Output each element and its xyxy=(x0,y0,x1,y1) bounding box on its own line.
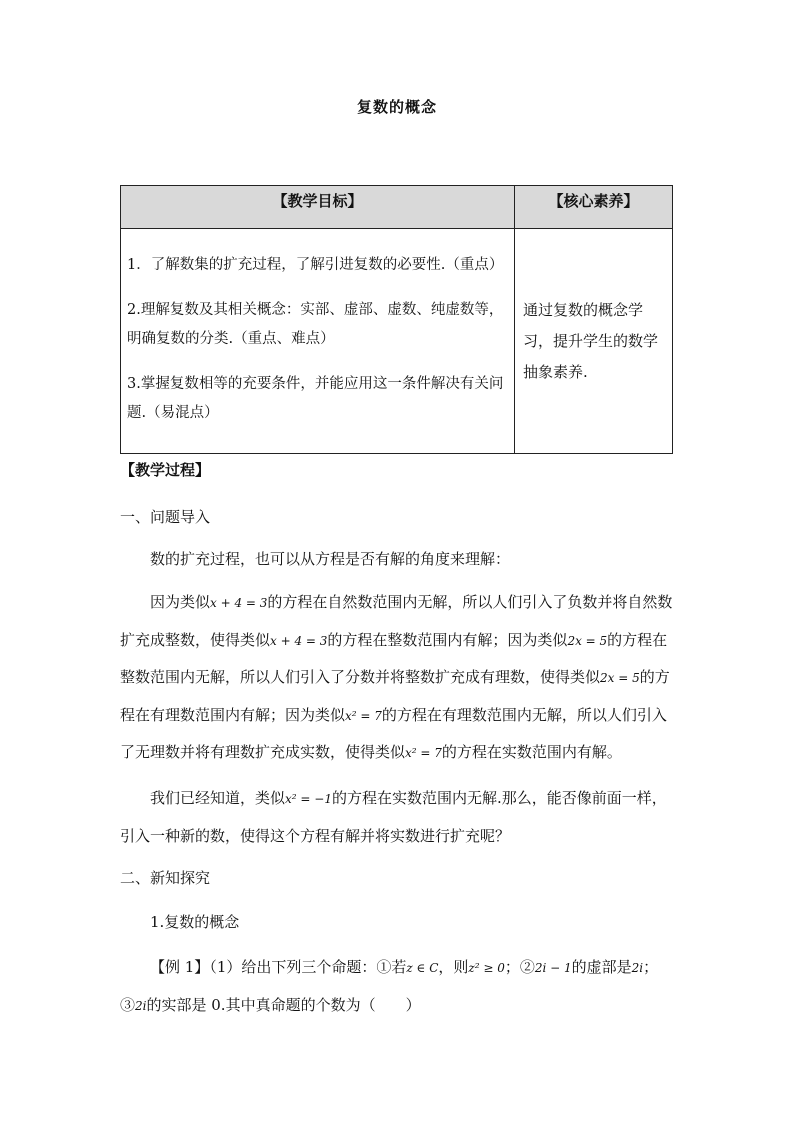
core-literacy-cell: 通过复数的概念学习，提升学生的数学抽象素养. xyxy=(515,229,673,454)
text-run: 的方程在整数范围内有解；因为类似 xyxy=(327,630,568,649)
math-expression: z ∈ C xyxy=(406,961,439,975)
math-expression: x² = 7 xyxy=(345,708,382,723)
text-run: 的方程在整数范围内无解，所以人们引入了分数并将整数扩充成有理数，使得类似 xyxy=(120,630,668,686)
document-title: 复数的概念 xyxy=(356,98,437,116)
teaching-goals-header: 【教学目标】 xyxy=(121,186,515,229)
text-run: 的方程在有理数范围内有解；因为类似 xyxy=(120,668,670,724)
math-expression: 2x = 5 xyxy=(600,671,640,685)
math-expression: x + 4 = 3 xyxy=(210,596,268,610)
text-run: 的方程在自然数范围内无解，所以人们引入了负数并将自然数扩充成整数，使得类似 xyxy=(120,593,673,649)
math-expression: z² ≥ 0 xyxy=(468,961,505,975)
text-run: 的方程在有理数范围内无解，所以人们引入了无理数并将有理数扩充成实数，使得类似 xyxy=(120,705,667,761)
goals-cell xyxy=(121,229,515,454)
text-run: 我们已经知道，类似 xyxy=(150,789,286,807)
text-run: 的方程在实数范围内有解。 xyxy=(441,743,622,761)
goal-item: 2.理解复数及其相关概念：实部、虚部、虚数、纯虚数等，明确复数的分类.（重点、难点） xyxy=(127,301,504,347)
text-run: ，则 xyxy=(438,958,469,976)
math-expression: 2i xyxy=(631,961,644,975)
math-expression: x² = −1 xyxy=(285,792,332,806)
math-expression: 2i xyxy=(135,998,147,1013)
objectives-table xyxy=(120,185,673,454)
example-label: 【例 1】 xyxy=(150,958,210,976)
subsection-heading: 1.复数的概念 xyxy=(150,913,240,931)
goal-item: 3.掌握复数相等的充要条件，并能应用这一条件解决有关问题.（易混点） xyxy=(127,375,504,421)
goal-item: 1．了解数集的扩充过程，了解引进复数的必要性.（重点） xyxy=(127,256,504,273)
text-run: （1）给出下列三个命题：①若 xyxy=(209,958,407,976)
section-heading-intro: 一、问题导入 xyxy=(120,508,211,526)
text-run: 的方程在实数范围内无解.那么，能否像前面一样，引入一种新的数，使得这个方程有解并将实数进行扩充呢？ xyxy=(120,789,667,845)
example-paragraph xyxy=(120,949,675,1024)
question-paragraph xyxy=(120,780,675,854)
math-expression: x² = 7 xyxy=(405,746,442,760)
text-run: ；② xyxy=(504,958,535,976)
teaching-process-heading: 【教学过程】 xyxy=(120,461,211,479)
text-run: 的虚部是 xyxy=(571,958,632,976)
math-expression: x + 4 = 3 xyxy=(270,633,328,648)
section-heading-explore: 二、新知探究 xyxy=(120,869,211,887)
expansion-paragraph xyxy=(120,584,675,772)
intro-paragraph: 数的扩充过程，也可以从方程是否有解的角度来理解： xyxy=(150,550,511,568)
text-run: 的实部是 0.其中真命题的个数为（ ） xyxy=(146,995,421,1014)
core-literacy-header: 【核心素养】 xyxy=(515,186,673,229)
text-run: 因为类似 xyxy=(150,593,211,611)
math-expression: 2x = 5 xyxy=(567,633,608,648)
text-run: ；③ xyxy=(120,958,659,1014)
math-expression: 2i − 1 xyxy=(534,961,572,975)
